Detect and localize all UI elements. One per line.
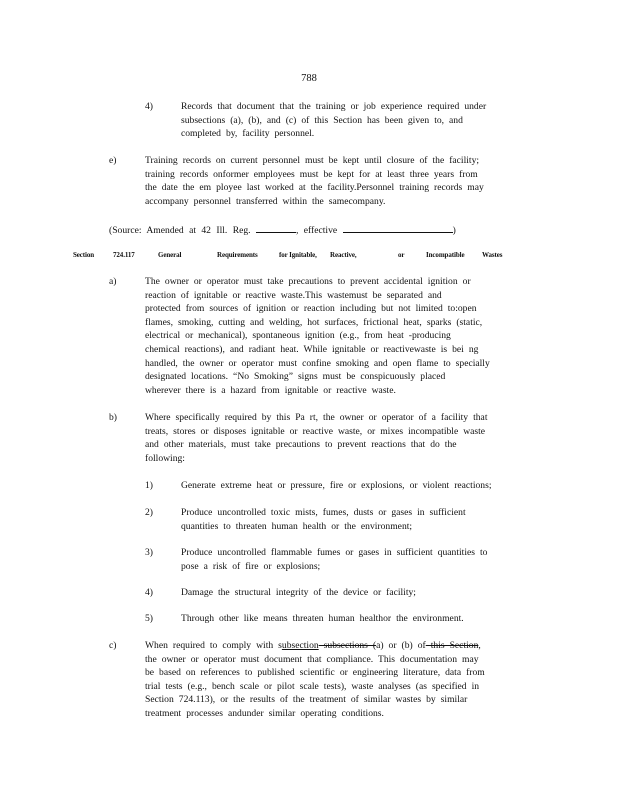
source-text: , effective xyxy=(295,225,338,236)
source-note xyxy=(109,223,456,238)
subitem-1-text xyxy=(181,479,492,493)
text-line: the owner or operator must document that compliance. This documentation may xyxy=(145,653,479,665)
text-line: treats, stores or disposes ignitable or reactive waste, or mixes incompatible waste xyxy=(145,425,486,437)
text-line: Damage the structural integrity of the device or facility; xyxy=(181,587,416,598)
deleted-text: this Section xyxy=(425,640,479,651)
text-line: Through other like means threaten human healthor the environment. xyxy=(181,613,464,624)
subitem-label-5: 5) xyxy=(145,613,153,624)
section-number: 724.117 xyxy=(113,251,135,259)
text-line: Where specifically required by this Pa rt, the owner or operator of a facility that xyxy=(145,412,488,423)
text-line: completed by, facility personnel. xyxy=(181,128,315,140)
item-e-text xyxy=(145,154,484,208)
section-title-word: or xyxy=(398,251,405,259)
item-label-e: e) xyxy=(109,155,117,166)
text-line: trial tests (e.g., bench scale or pilot scale tests), waste analyses (as specified in xyxy=(145,680,480,692)
text-line: Produce uncontrolled flammable fumes or gases in sufficient quantities to xyxy=(181,547,488,558)
text-line: electrical or mechanical), spontaneous ignition (e.g., from heat -producing xyxy=(145,330,451,342)
text-line: treatment processes andunder similar operating conditions. xyxy=(145,707,384,719)
section-title-word: Wastes xyxy=(482,251,503,259)
subitem-5-text xyxy=(181,612,464,626)
date-blank-1 xyxy=(256,223,296,233)
deleted-text: subsections ( xyxy=(318,640,377,651)
item-a-text xyxy=(145,275,490,397)
text-line: Produce uncontrolled toxic mists, fumes, dusts or gases in sufficient xyxy=(181,507,466,518)
source-text: ) xyxy=(452,225,456,236)
text-line: subsections (a), (b), and (c) of this Section has been given to, and xyxy=(181,114,463,126)
subitem-3-text xyxy=(181,546,487,573)
text-line xyxy=(145,639,485,653)
section-title-word: for Ignitable, xyxy=(279,251,317,259)
text-run: , xyxy=(478,640,481,651)
text-line: accompany personnel transferred within the samecompany. xyxy=(145,195,386,207)
section-label: Section xyxy=(73,251,95,259)
subitem-4-text xyxy=(181,586,416,600)
source-text: (Source: Amended at 42 Ill. Reg. xyxy=(109,225,251,236)
text-line: The owner or operator must take precautions to prevent accidental ignition or xyxy=(145,276,471,287)
subitem-label-1: 1) xyxy=(145,480,153,491)
text-line: following: xyxy=(145,452,185,464)
text-line: reaction of ignitable or reactive waste.This wastemust be separated and xyxy=(145,289,442,301)
item-c-text xyxy=(145,639,485,721)
subitem-label-4: 4) xyxy=(145,587,153,598)
text-line: handled, the owner or operator must confine smoking and open flame to specially xyxy=(145,357,490,369)
item-4-text xyxy=(181,100,486,141)
text-run: a) or (b) of xyxy=(376,640,426,651)
subitem-label-3: 3) xyxy=(145,547,153,558)
text-line: Training records on current personnel must be kept until closure of the facility; xyxy=(145,155,480,166)
section-title-word: Requirements xyxy=(217,251,258,259)
text-line: Records that document that the training or job experience required under xyxy=(181,101,487,112)
text-line: protected from sources of ignition or reaction including but not limited to:open xyxy=(145,303,477,315)
text-line: training records onformer employees must be kept for at least three years from xyxy=(145,168,478,180)
page-number: 788 xyxy=(301,73,317,84)
item-label-a: a) xyxy=(109,276,117,287)
text-line: flames, smoking, cutting and welding, hot surfaces, frictional heat, sparks (static, xyxy=(145,316,483,328)
text-run: When required to comply with s xyxy=(145,640,282,651)
section-title-word: Reactive, xyxy=(330,251,357,259)
text-line: Section 724.113), or the results of the treatment of similar wastes by similar xyxy=(145,694,468,706)
subitem-label-2: 2) xyxy=(145,507,153,518)
text-line: be based on references to published scientific or engineering literature, data from xyxy=(145,667,485,679)
text-line: designated locations. “No Smoking” signs must be conspicuously placed xyxy=(145,371,446,383)
text-line: Generate extreme heat or pressure, fire or explosions, or violent reactions; xyxy=(181,480,492,491)
inserted-text: ubsection xyxy=(281,640,319,651)
section-title-word: General xyxy=(158,251,182,259)
text-line: and other materials, must take precautions to prevent reactions that do the xyxy=(145,439,457,451)
date-blank-2 xyxy=(343,223,453,233)
text-line: wherever there is a hazard from ignitable or reactive waste. xyxy=(145,384,396,396)
text-line: quantities to threaten human health or the environment; xyxy=(181,520,413,532)
subitem-2-text xyxy=(181,506,466,533)
item-label-4: 4) xyxy=(145,101,153,112)
item-label-b: b) xyxy=(109,412,117,423)
item-b-text xyxy=(145,411,487,465)
text-line: pose a risk of fire or explosions; xyxy=(181,560,321,572)
text-line: the date the em ployee last worked at the facility.Personnel training records may xyxy=(145,182,484,194)
text-line: chemical reactions), and radiant heat. While ignitable or reactivewaste is bei ng xyxy=(145,343,479,355)
section-title-word: Incompatible xyxy=(426,251,465,259)
item-label-c: c) xyxy=(109,640,117,651)
